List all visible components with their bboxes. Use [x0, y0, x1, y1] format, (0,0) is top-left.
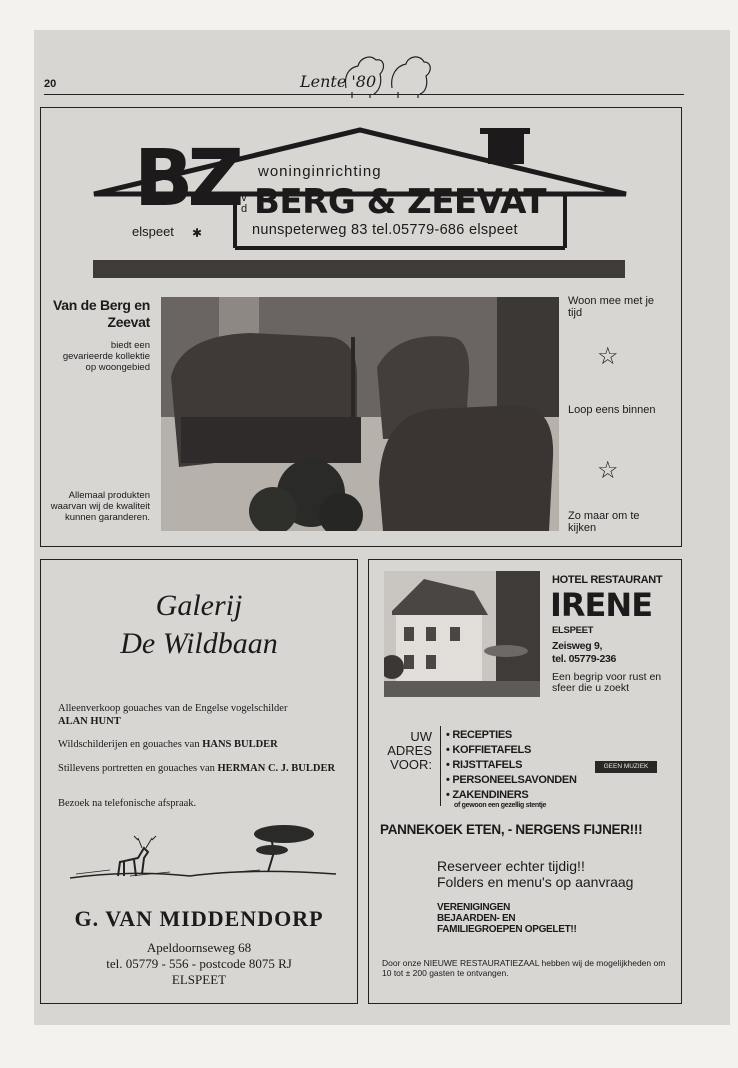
galerij-phone: tel. 05779 - 556 - postcode 8075 RJ	[106, 956, 292, 971]
hotel-uw-line-3: VOOR:	[390, 757, 432, 772]
hotel-services-list	[446, 728, 577, 803]
bz-logo: BZ	[134, 134, 239, 224]
service-item: • PERSONEELSAVONDEN	[446, 774, 577, 786]
galerij-line-1	[58, 702, 348, 728]
bz-left-text: biedt een gevarieerde kollektie op woongebied	[62, 340, 150, 373]
hotel-groups-line-1: VERENIGINGEN	[437, 902, 511, 913]
hotel-name: IRENE	[550, 586, 653, 624]
hotel-kicker: HOTEL RESTAURANT	[552, 574, 663, 586]
bz-town: elspeet	[132, 224, 174, 239]
bz-right-text-3: Zo maar om te kijken	[568, 510, 640, 534]
dark-divider-bar	[93, 260, 625, 278]
galerij-town: ELSPEET	[171, 972, 227, 987]
galerij-title-1: Galerij	[155, 589, 243, 622]
hotel-reserve-2: Folders en menu's op aanvraag	[437, 874, 634, 890]
galerij-address: Apeldoornseweg 68	[146, 940, 252, 955]
service-item: • KOFFIETAFELS	[446, 744, 532, 756]
service-item: • RECEPTIES	[446, 729, 512, 741]
service-item: • RIJSTTAFELS	[446, 759, 523, 771]
bz-company-name: BERG & ZEEVAT	[254, 182, 547, 222]
galerij-line-3-name: HERMAN C. J. BULDER	[217, 763, 336, 774]
bz-right-text-1: Woon mee met je tijd	[568, 295, 655, 319]
hotel-uw-adres	[386, 730, 432, 772]
bz-tagline: woninginrichting	[258, 163, 382, 180]
galerij-line-2-name: HANS BULDER	[202, 739, 278, 750]
hotel-footer-text: Door onze NIEUWE RESTAURATIEZAAL hebben wij de mogelijkheden om 10 tot ± 200 gasten te ontvangen.	[382, 958, 666, 978]
galerij-title-2: De Wildbaan	[120, 627, 278, 660]
star-icon: ☆	[597, 457, 619, 484]
star-icon: ☆	[597, 343, 619, 370]
hotel-town: ELSPEET	[552, 625, 594, 636]
service-item: • ZAKENDINERS	[446, 789, 529, 801]
galerij-line-2-text: Wildschilderijen en gouaches van	[58, 739, 200, 750]
deer-landscape-illustration	[70, 822, 336, 894]
bz-left-bottom: Allemaal produkten waarvan wij de kwaliteit kunnen garanderen.	[50, 490, 150, 523]
lambs-illustration	[340, 48, 436, 100]
hotel-street: Zeisweg 9,	[552, 640, 603, 652]
galerij-line-1-name: ALAN HUNT	[58, 716, 121, 727]
hotel-groups-line-3: FAMILIEGROEPEN OPGELET!!	[437, 924, 577, 935]
header-title: Lente '80	[296, 72, 380, 91]
galerij-line-4: Bezoek na telefonische afspraak.	[58, 798, 197, 809]
galerij-line-1-text: Alleenverkoop gouaches van de Engelse vogelschilder	[58, 703, 288, 714]
bz-left-title: Van de Berg en Zeevat	[53, 297, 150, 330]
hotel-groups-line-2: BEJAARDEN- EN	[437, 913, 516, 924]
star-icon: ✱	[192, 226, 203, 240]
galerij-line-3	[58, 762, 348, 775]
bz-right-text-2: Loop eens binnen	[568, 404, 656, 416]
galerij-line-3-text: Stillevens portretten en gouaches van	[58, 763, 215, 774]
bz-logo-vd: v d	[240, 192, 248, 215]
geen-muziek-badge: GEEN MUZIEK	[595, 761, 657, 773]
galerij-line-2	[58, 738, 348, 751]
hotel-photo	[384, 571, 540, 697]
hotel-uw-line-2: ADRES	[387, 743, 432, 758]
hotel-reserve-1: Reserveer echter tijdig!!	[437, 858, 585, 874]
pannekoek-heading: PANNEKOEK ETEN, - NERGENS FIJNER!!!	[380, 822, 643, 837]
bz-address: nunspeterweg 83 tel.05779-686 elspeet	[252, 222, 518, 238]
hotel-services-note: of gewoon een gezellig stentje	[454, 802, 547, 809]
hotel-slogan: Een begrip voor rust en sfeer die u zoekt	[552, 671, 662, 694]
hotel-groups	[437, 902, 576, 935]
furniture-photo	[161, 297, 559, 531]
page-number: 20	[44, 78, 57, 90]
furniture-photo-art	[161, 297, 559, 531]
services-divider	[440, 726, 441, 806]
hotel-uw-line-1: UW	[410, 729, 432, 744]
hotel-phone: tel. 05779-236	[552, 653, 617, 665]
hotel-photo-art	[384, 571, 540, 697]
galerij-owner: G. VAN MIDDENDORP	[74, 906, 324, 931]
